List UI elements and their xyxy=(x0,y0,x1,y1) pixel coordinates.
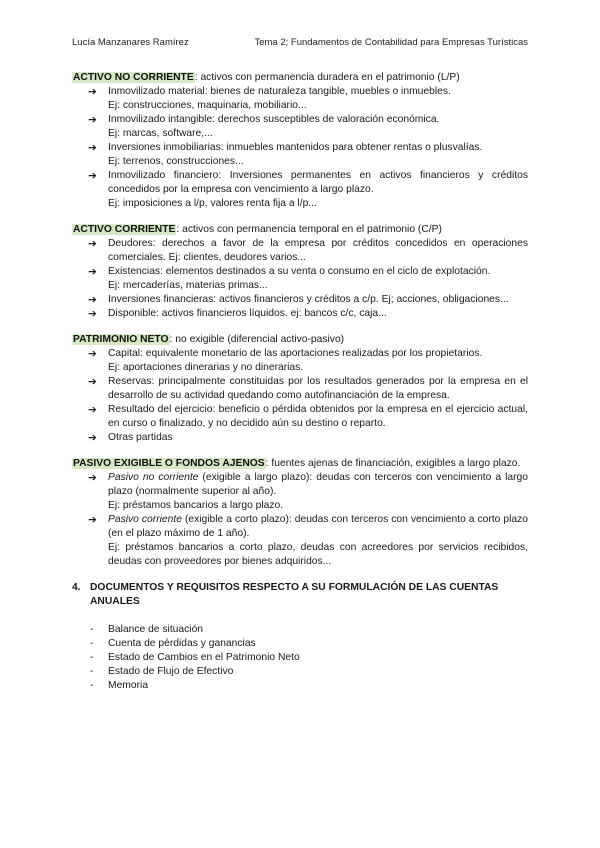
item-text: Estado de Cambios en el Patrimonio Neto xyxy=(108,652,300,663)
list-item xyxy=(90,637,528,651)
arrow-list xyxy=(72,237,528,321)
list-item xyxy=(88,431,528,445)
arrow-icon: ➔ xyxy=(88,294,97,306)
item-text: Capital: equivalente monetario de las aportaciones realizadas por los propietarios. xyxy=(108,348,483,359)
documents-list xyxy=(72,623,528,693)
list-item xyxy=(90,623,528,637)
arrow-icon: ➔ xyxy=(88,348,97,360)
item-text: Estado de Flujo de Efectivo xyxy=(108,666,234,677)
arrow-icon: ➔ xyxy=(88,308,97,320)
item-text: Otras partidas xyxy=(108,432,173,443)
section-description: : activos con permanencia temporal en el patrimonio (C/P) xyxy=(176,224,442,235)
section-lead xyxy=(72,71,528,85)
dash-bullet: - xyxy=(90,638,94,649)
item-text: Inversiones inmobiliarias: inmuebles mantenidos para obtener rentas o plusvalías. xyxy=(108,142,483,153)
item-text: Balance de situación xyxy=(108,624,204,635)
arrow-icon: ➔ xyxy=(88,86,97,98)
item-text: Inmovilizado material: bienes de naturaleza tangible, muebles o inmuebles. xyxy=(108,86,451,97)
list-item xyxy=(88,169,528,211)
arrow-icon: ➔ xyxy=(88,376,97,388)
list-item xyxy=(88,85,528,113)
section-patrimonio-neto xyxy=(72,333,528,445)
item-example: Ej: aportaciones dinerarias y no dinerarias. xyxy=(108,362,304,373)
document-body xyxy=(72,71,528,693)
highlighted-term: PASIVO EXIGIBLE O FONDOS AJENOS xyxy=(73,458,265,469)
dash-bullet: - xyxy=(90,624,94,635)
list-item xyxy=(88,141,528,169)
item-example: Ej: marcas, software,... xyxy=(108,128,213,139)
list-item xyxy=(90,679,528,693)
list-item xyxy=(88,293,528,307)
item-example: Ej: imposiciones a l/p, valores renta fija a l/p... xyxy=(108,198,317,209)
header-author: Lucía Manzanares Ramírez xyxy=(72,37,189,48)
list-item xyxy=(88,471,528,513)
list-item xyxy=(88,347,528,375)
arrow-icon: ➔ xyxy=(88,514,97,526)
item-text: Deudores: derechos a favor de la empresa por créditos concedidos en operaciones comerciales. Ej: clientes, deudores varios... xyxy=(108,238,528,263)
item-example: Ej: mercaderías, materias primas... xyxy=(108,280,268,291)
dash-bullet: - xyxy=(90,666,94,677)
item-text: Cuenta de pérdidas y ganancias xyxy=(108,638,256,649)
item-text: Inversiones financieras: activos financieros y créditos a c/p. Ej; acciones, obligaciones... xyxy=(108,294,509,305)
item-example: Ej: préstamos bancarios a corto plazo, deudas con acreedores por servicios recibidos, deudas con proveedores por bienes adquiridos... xyxy=(108,542,528,567)
section-description: : activos con permanencia duradera en el patrimonio (L/P) xyxy=(194,72,460,83)
arrow-list xyxy=(72,85,528,211)
item-label: Pasivo corriente xyxy=(108,514,182,525)
item-text: Resultado del ejercicio: beneficio o pérdida obtenidos por la empresa en el ejercicio actual, en curso o finalizado, y no decidido aún su destino o reparto. xyxy=(108,404,528,429)
highlighted-term: ACTIVO NO CORRIENTE xyxy=(73,72,194,83)
arrow-list xyxy=(72,347,528,445)
list-item xyxy=(88,307,528,321)
arrow-icon: ➔ xyxy=(88,432,97,444)
section-lead xyxy=(72,457,528,471)
item-text: Reservas: principalmente constituidas por los resultados generados por la empresa en el desarrollo de su actividad quedando como autofinanciación de la empresa. xyxy=(108,376,528,401)
page-header xyxy=(72,37,528,48)
arrow-icon: ➔ xyxy=(88,404,97,416)
section-lead xyxy=(72,223,528,237)
list-item xyxy=(90,665,528,679)
item-text: Disponible: activos financieros líquidos. ej: bancos c/c, caja... xyxy=(108,308,387,319)
item-text: Existencias: elementos destinados a su venta o consumo en el ciclo de explotación. xyxy=(108,266,491,277)
highlighted-term: ACTIVO CORRIENTE xyxy=(73,224,176,235)
dash-bullet: - xyxy=(90,680,94,691)
section-description: : fuentes ajenas de financiación, exigibles a largo plazo. xyxy=(265,458,521,469)
arrow-icon: ➔ xyxy=(88,170,97,182)
heading-number: 4. xyxy=(72,582,81,593)
list-item xyxy=(88,375,528,403)
item-example: Ej: préstamos bancarios a largo plazo. xyxy=(108,500,284,511)
list-item xyxy=(88,403,528,431)
item-text: (exigible a largo plazo): deudas con terceros con vencimiento a largo plazo (normalmente superior al año). xyxy=(108,472,528,497)
section-pasivo-exigible xyxy=(72,457,528,569)
dash-bullet: - xyxy=(90,652,94,663)
item-text: Memoria xyxy=(108,680,149,691)
item-label: Pasivo no corriente xyxy=(108,472,199,483)
arrow-icon: ➔ xyxy=(88,238,97,250)
arrow-icon: ➔ xyxy=(88,266,97,278)
arrow-icon: ➔ xyxy=(88,142,97,154)
list-item xyxy=(90,651,528,665)
section-lead xyxy=(72,333,528,347)
arrow-icon: ➔ xyxy=(88,114,97,126)
list-item xyxy=(88,265,528,293)
section-activo-no-corriente xyxy=(72,71,528,211)
item-example: Ej: construcciones, maquinaria, mobiliario... xyxy=(108,100,307,111)
list-item xyxy=(88,513,528,569)
heading-title: DOCUMENTOS Y REQUISITOS RESPECTO A SU FORMULACIÓN DE LAS CUENTAS ANUALES xyxy=(90,582,499,607)
section-heading-4 xyxy=(72,581,528,609)
header-topic: Tema 2; Fundamentos de Contabilidad para Empresas Turísticas xyxy=(254,37,528,48)
arrow-list xyxy=(72,471,528,569)
list-item xyxy=(88,113,528,141)
section-activo-corriente xyxy=(72,223,528,321)
item-example: Ej: terrenos, construcciones... xyxy=(108,156,244,167)
section-description: : no exigible (diferencial activo-pasivo) xyxy=(169,334,345,345)
item-text: Inmovilizado intangible: derechos susceptibles de valoración económica. xyxy=(108,114,440,125)
arrow-icon: ➔ xyxy=(88,472,97,484)
item-text: Inmovilizado financiero: Inversiones permanentes en activos financieros y créditos concedidos por la empresa con vencimiento a largo plazo. xyxy=(108,170,528,195)
list-item xyxy=(88,237,528,265)
highlighted-term: PATRIMONIO NETO xyxy=(73,334,169,345)
item-text: (exigible a corto plazo): deudas con terceros con vencimiento a corto plazo (en el plazo máximo de 1 año). xyxy=(108,514,528,539)
